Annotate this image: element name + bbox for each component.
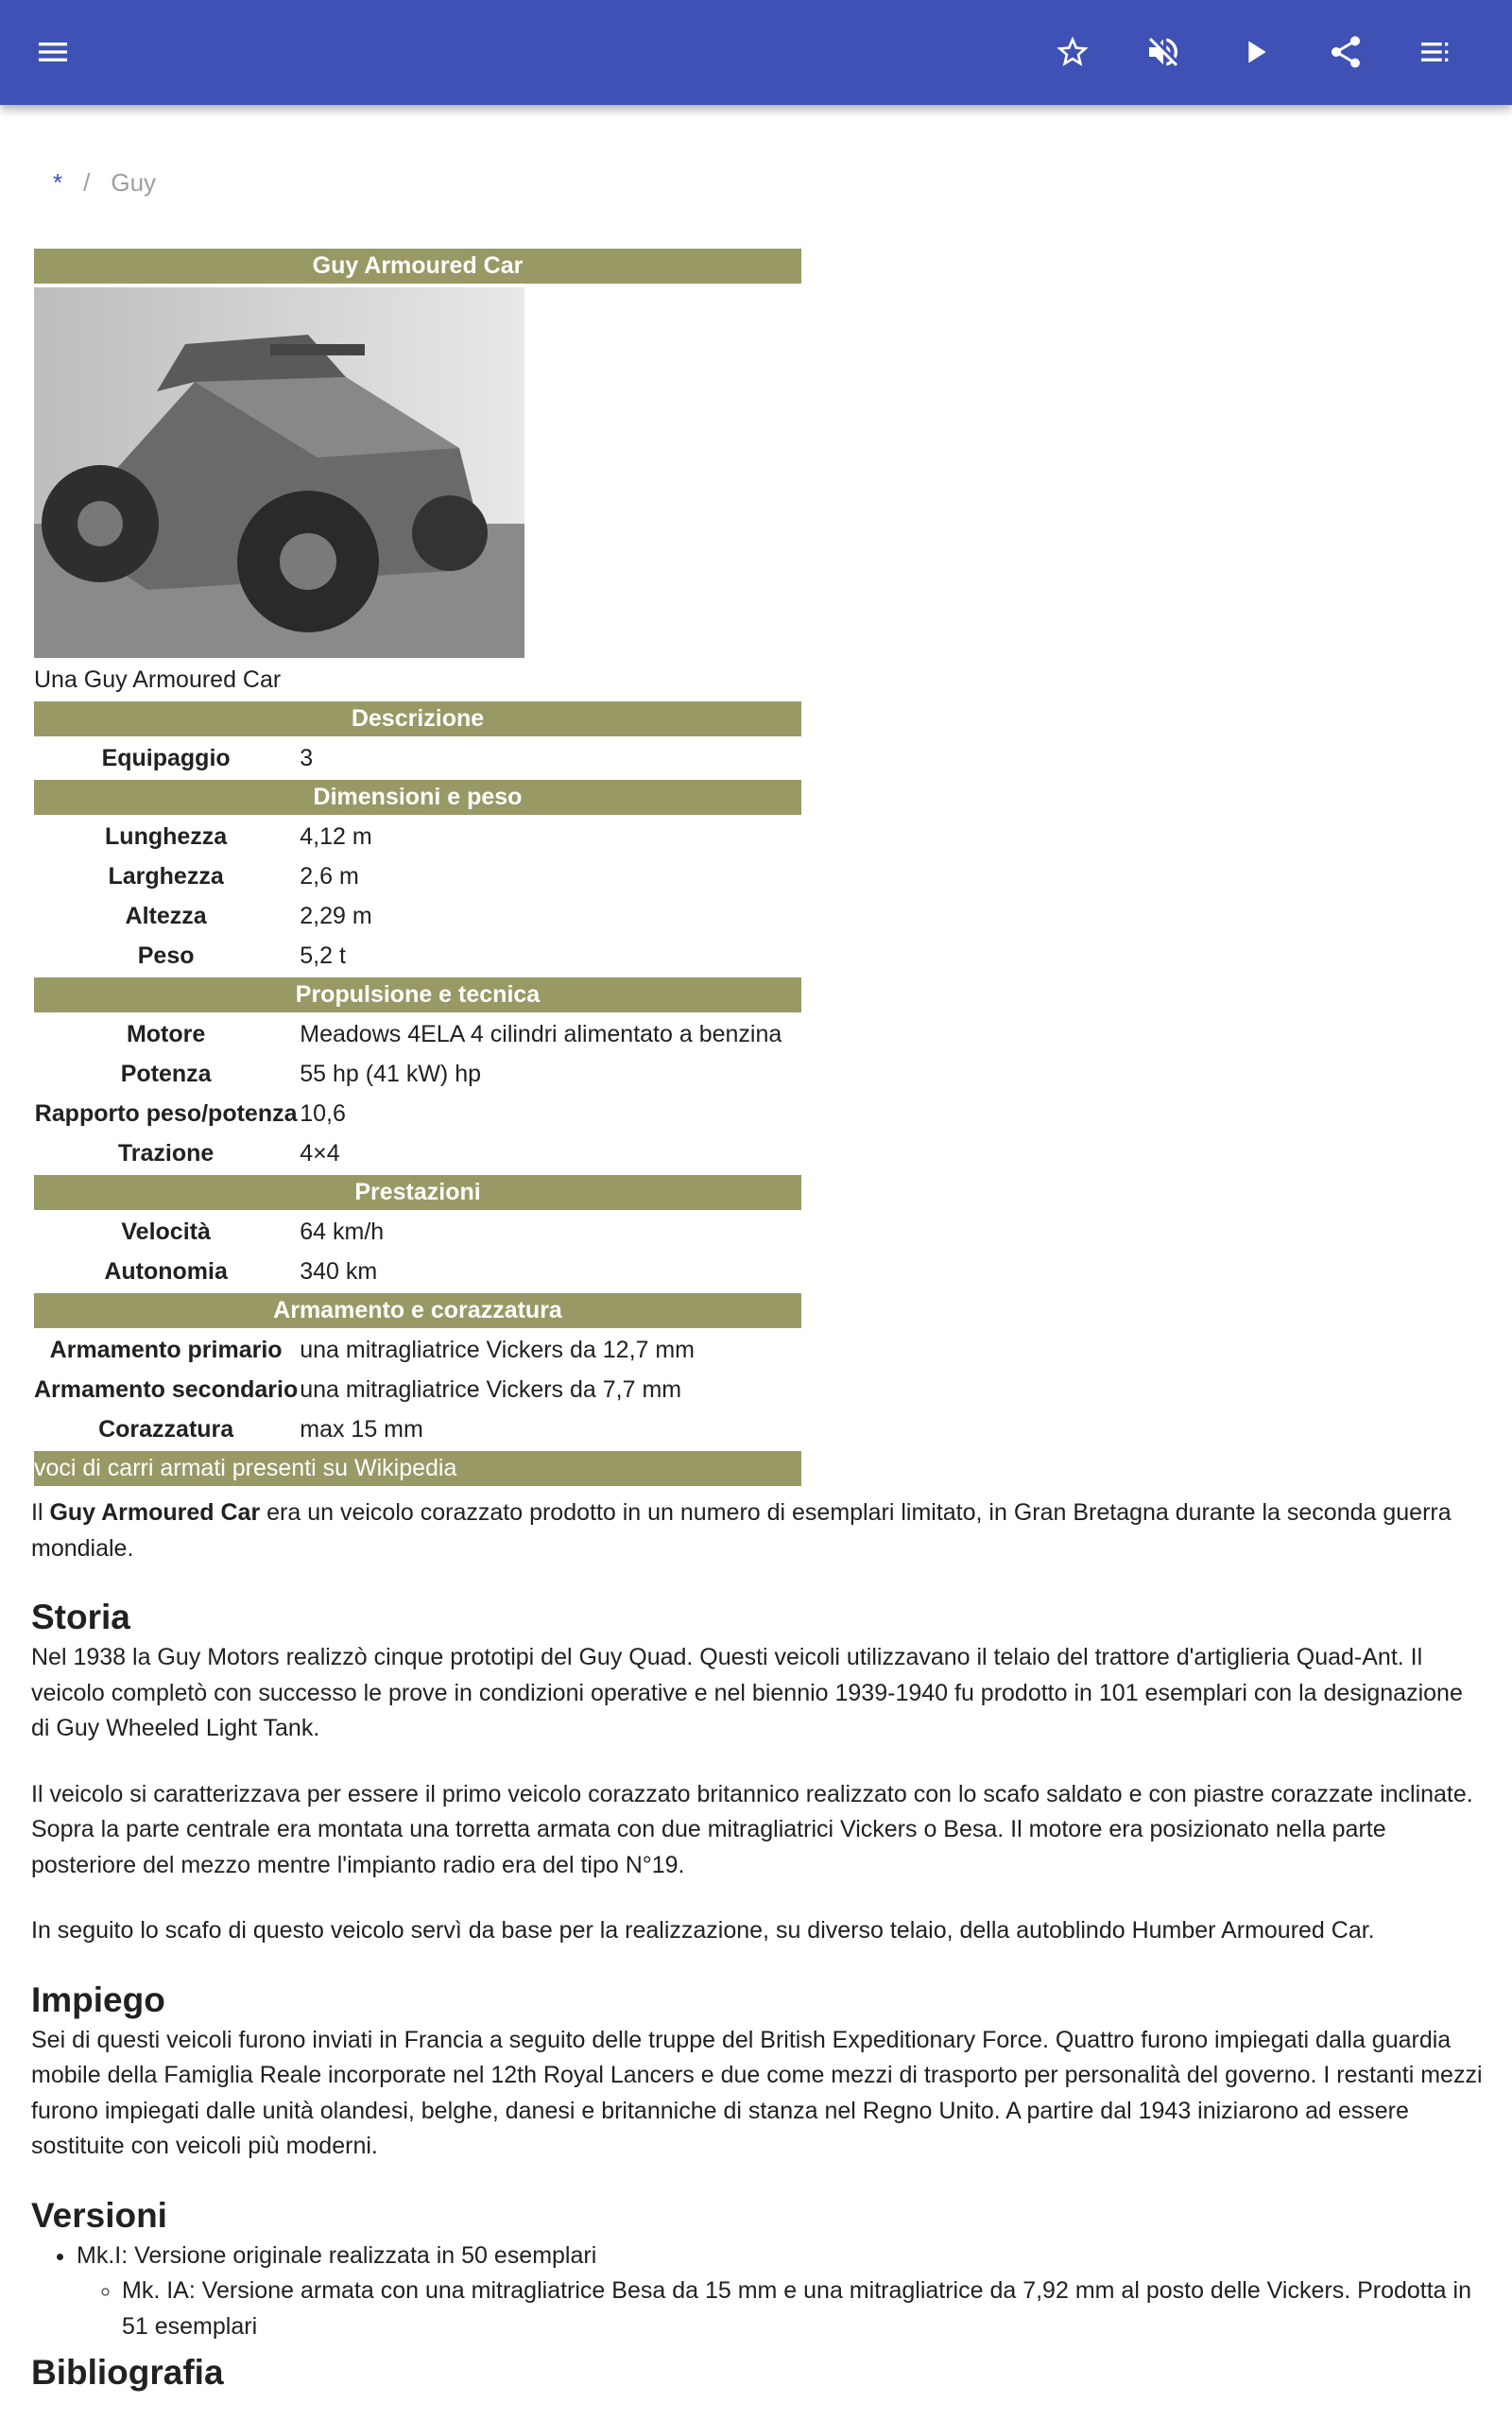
vehicle-photo: [34, 287, 524, 658]
share-icon: [1327, 33, 1365, 71]
menu-button[interactable]: [30, 29, 76, 75]
infobox-row: [34, 858, 801, 894]
infobox-row: [34, 1056, 801, 1092]
infobox-label: Potenza: [120, 1060, 212, 1087]
infobox-section-header: Propulsione e tecnica: [34, 977, 801, 1012]
heading-bibliografia: Bibliografia: [31, 2353, 224, 2392]
infobox-label: Peso: [137, 942, 195, 969]
infobox-footer-link[interactable]: voci di carri armati presenti su Wikipedia: [34, 1451, 801, 1486]
list-item-text: Mk.I: Versione originale realizzata in 50 esemplari: [77, 2241, 597, 2269]
infobox-section-header: Dimensioni e peso: [34, 780, 801, 815]
infobox-value: 5,2 t: [300, 942, 346, 969]
play-button[interactable]: [1232, 29, 1278, 75]
versions-list: [31, 2238, 1486, 2345]
infobox-label: Autonomia: [104, 1257, 228, 1285]
storia-paragraph: In seguito lo scafo di questo veicolo servì da base per la realizzazione, su diverso telaio, della autoblindo Humber Armoured Car.: [31, 1917, 1375, 1944]
infobox-row: [34, 1411, 801, 1447]
infobox-value: una mitragliatrice Vickers da 12,7 mm: [300, 1336, 696, 1363]
favorite-button[interactable]: [1050, 29, 1095, 75]
infobox-section-header: Prestazioni: [34, 1175, 801, 1210]
play-icon: [1236, 33, 1274, 71]
infobox-row: [34, 740, 801, 776]
breadcrumb-separator: /: [83, 168, 91, 197]
photo-caption: Una Guy Armoured Car: [34, 666, 282, 693]
menu-icon: [34, 33, 72, 71]
impiego-paragraph: Sei di questi veicoli furono inviati in Francia a seguito delle truppe del British Expeditionary Force. Quattro furono impiegati dalla guardia mobile della Famiglia Reale incorporate nel 12th Royal Lancers e due come mezzi di trasporto per personalità del governo. I restanti mezzi furono impiegati dalle unità olandesi, belghe, danesi e britanniche di stanza nel Regno Unito. A partire dal 1943 iniziarono ad essere sostituite con veicoli più moderni.: [31, 2026, 1483, 2159]
intro-bold: Guy Armoured Car: [49, 1499, 261, 1526]
infobox-title: Guy Armoured Car: [34, 249, 801, 284]
infobox-label: Larghezza: [108, 862, 224, 890]
storia-paragraph: Nel 1938 la Guy Motors realizzò cinque prototipi del Guy Quad. Questi veicoli utilizzavano il telaio del trattore d'artiglieria Quad-Ant. Il veicolo completò con successo le prove in condizioni operative e nel biennio 1939-1940 fu prodotto in 101 esemplari con la designazione di Guy Wheeled Light Tank.: [31, 1644, 1463, 1741]
infobox-value: 3: [300, 744, 314, 771]
infobox-section-header: Armamento e corazzatura: [34, 1293, 801, 1328]
infobox-label: Trazione: [117, 1139, 215, 1167]
infobox-value: 64 km/h: [300, 1218, 385, 1245]
infobox-label: Corazzatura: [98, 1415, 234, 1443]
infobox-value: 2,6 m: [300, 862, 359, 890]
volume-off-icon: [1144, 33, 1182, 71]
intro-paragraph: [31, 1495, 1486, 1566]
breadcrumb: [53, 168, 156, 198]
intro-text: Il: [31, 1499, 50, 1526]
infobox-value: 4×4: [300, 1139, 340, 1167]
infobox: [34, 245, 801, 1490]
heading-versioni: Versioni: [31, 2195, 167, 2235]
infobox-row: [34, 898, 801, 934]
playlist-icon: [1417, 33, 1454, 71]
infobox-section-header: Descrizione: [34, 701, 801, 736]
infobox-value: 340 km: [300, 1257, 378, 1285]
heading-storia: Storia: [31, 1598, 130, 1636]
infobox-row: [34, 1096, 801, 1132]
intro-text-rest: era un veicolo corazzato prodotto in un numero di esemplari limitato, in Gran Bretagna durante la seconda guerra mondiale.: [31, 1499, 1452, 1562]
infobox-label: Rapporto peso/potenza: [34, 1099, 298, 1127]
infobox-label: Altezza: [125, 902, 207, 929]
infobox-label: Lunghezza: [105, 822, 228, 850]
infobox-label: Armamento primario: [49, 1336, 283, 1363]
infobox-value: una mitragliatrice Vickers da 7,7 mm: [300, 1375, 682, 1403]
mute-button[interactable]: [1141, 29, 1186, 75]
infobox-label: Velocità: [121, 1218, 211, 1245]
playlist-button[interactable]: [1413, 29, 1458, 75]
app-bar: [0, 0, 1512, 105]
article: [31, 245, 1486, 2395]
infobox-value: 2,29 m: [300, 902, 372, 929]
infobox-row: [34, 1372, 801, 1408]
infobox-label: Motore: [126, 1020, 206, 1047]
infobox-row: [34, 938, 801, 974]
share-button[interactable]: [1323, 29, 1368, 75]
star-icon: [1054, 33, 1091, 71]
storia-paragraph: Il veicolo si caratterizzava per essere il primo veicolo corazzato britannico realizzato con lo scafo saldato e con piastre corazzate inclinate. Sopra la parte centrale era montata una torretta armata con due mitragliatrici Vickers o Besa. Il motore era posizionato nella parte posteriore del mezzo mentre l'impianto radio era del tipo N°19.: [31, 1780, 1473, 1878]
heading-impiego: Impiego: [31, 1979, 165, 2019]
infobox-label: Equipaggio: [101, 744, 231, 771]
list-subitem: ◦ Mk. IA: Versione armata con una mitragliatrice Besa da 15 mm e una mitragliatrice da 7,92 mm al posto delle Vickers. Prodotta in 51 esemplari: [122, 2273, 1486, 2344]
list-item: [77, 2238, 1486, 2345]
breadcrumb-home-link[interactable]: *: [53, 168, 63, 197]
infobox-value: 55 hp (41 kW) hp: [300, 1060, 482, 1087]
breadcrumb-current: Guy: [111, 168, 157, 197]
infobox-row: [34, 1214, 801, 1250]
infobox-label: Armamento secondario: [34, 1375, 299, 1403]
infobox-row: [34, 1016, 801, 1052]
infobox-value: 4,12 m: [300, 822, 372, 850]
infobox-value: Meadows 4ELA 4 cilindri alimentato a benzina: [300, 1020, 782, 1047]
infobox-row: [34, 819, 801, 855]
infobox-row: [34, 1135, 801, 1171]
infobox-value: 10,6: [300, 1099, 346, 1127]
infobox-row: [34, 1332, 801, 1368]
infobox-row: [34, 1253, 801, 1289]
infobox-value: max 15 mm: [300, 1415, 423, 1443]
